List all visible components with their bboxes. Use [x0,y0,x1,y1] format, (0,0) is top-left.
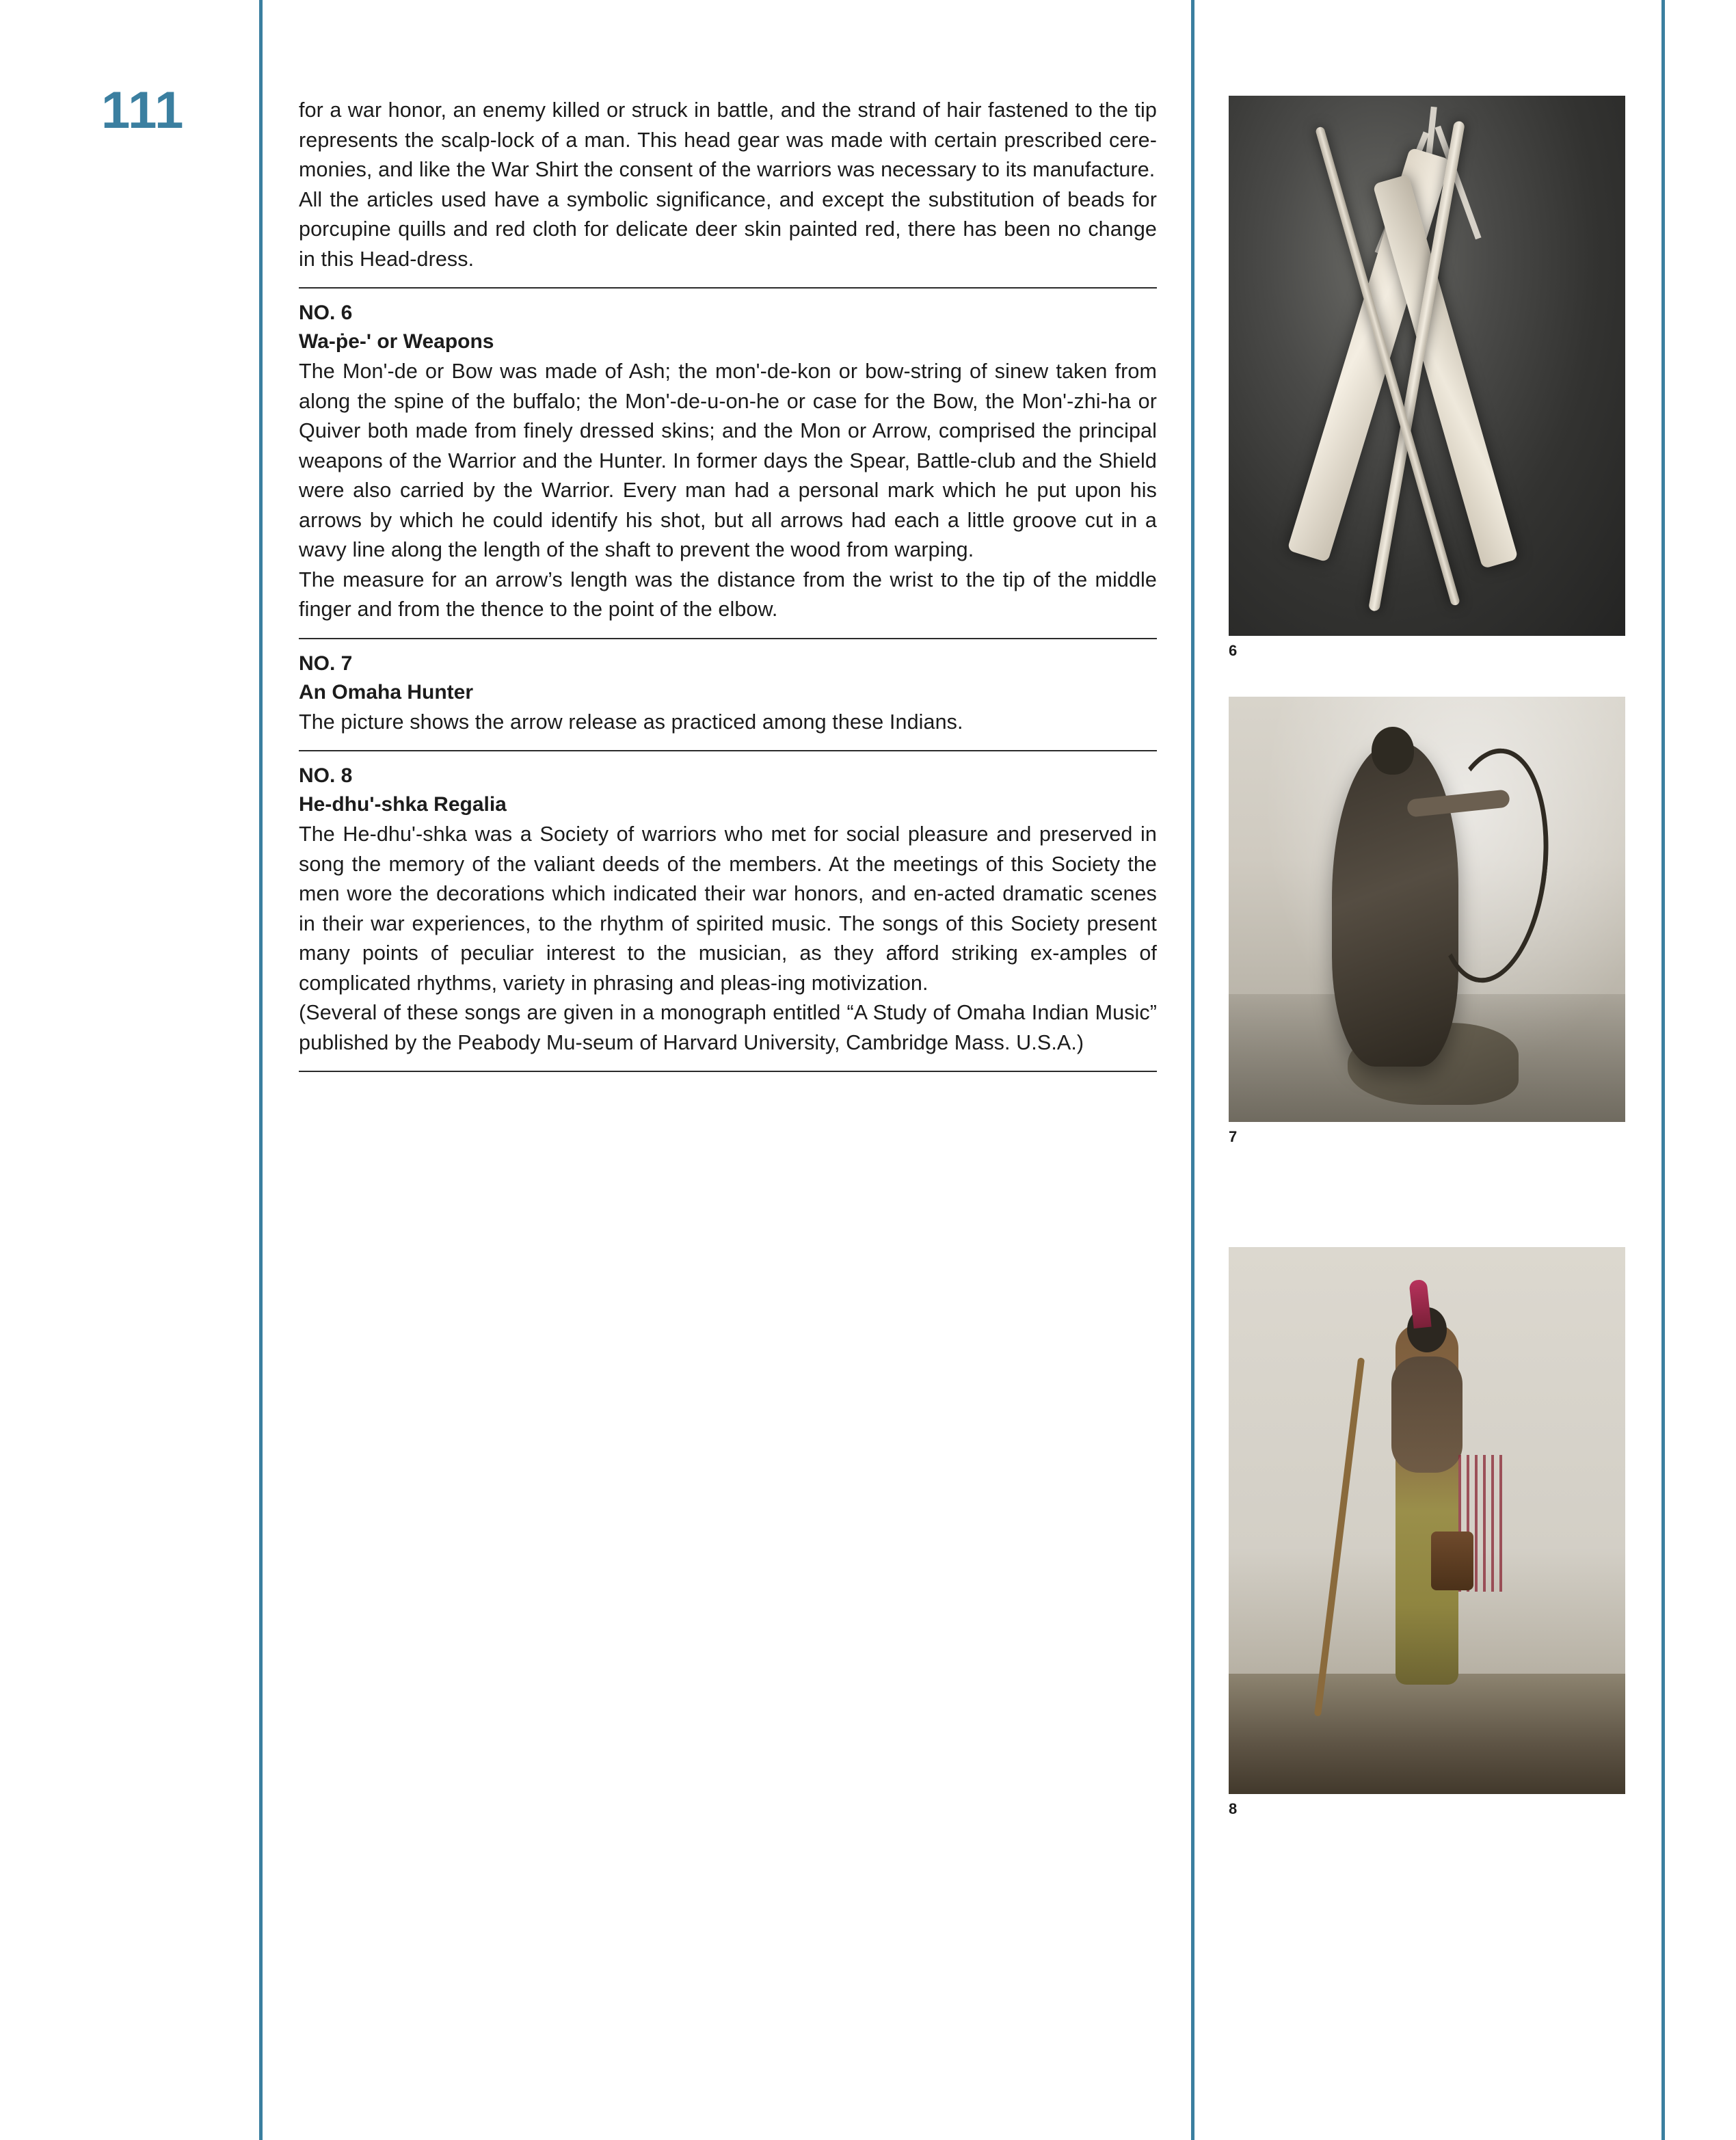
hunter-head [1372,727,1414,775]
figure-8 [1229,1247,1625,1818]
photo-weapons [1229,96,1625,636]
section-paragraph: The Monʹ-de or Bow was made of Ash; the monʹ-de-kon or bow-string of sinew taken from along the spine of the buffalo; the Monʹ-de-u-on-he or case for the Bow, the Monʹ-zhi-ha or Quiver both made from finely dressed skins; and the Mon or Arrow, comprised the principal weapons of the Warrior and the Hunter. In former days the Spear, Battle-club and the Shield were also carried by the Warrior. Every man had a personal mark which he put upon his arrows by which he could identify his shot, but all arrows had each a little groove cut in a wavy line along the length of the shaft to prevent the wood from warping. [299,360,1157,561]
right-vertical-rule [1661,0,1665,2140]
pouch-shape [1431,1532,1473,1590]
figure-column [1229,96,1625,1818]
section-paragraph: The He-dhuʹ-shka was a Society of warriors who met for social pleasure and preserved in song the memory of the valiant deeds of the members. At the meetings of this Society the men wore the decorations which indicated their war honors, and en-acted dramatic scenes in their war experiences, to the rhythm of spirited music. The songs of this Society present many points of peculiar interest to the musician, as they afford striking ex-amples of complicated rhythms, variety in phrasing and pleas-ing motivization. [299,822,1157,995]
section-divider [299,750,1157,751]
section-no-6 [299,299,1157,625]
section-number: NO. 7 [299,652,353,675]
grass-shape [1229,1674,1625,1794]
figure-7 [1229,697,1625,1146]
figure-caption: 8 [1229,1800,1238,1817]
section-paragraph: (Several of these songs are given in a monograph entitled “A Study of Omaha Indian Music” published by the Peabody Mu-seum of Harvard University, Cambridge Mass. U.S.A.) [299,1001,1157,1054]
section-divider [299,287,1157,289]
section-divider [299,638,1157,639]
dancer-torso [1391,1356,1463,1473]
section-no-7 [299,650,1157,738]
bow-shape [1313,1357,1364,1716]
section-no-8 [299,762,1157,1058]
section-title: An Omaha Hunter [299,680,474,704]
photo-hedhushka-regalia [1229,1247,1625,1794]
section-paragraph: The picture shows the arrow release as practiced among these Indians. [299,710,963,734]
section-number: NO. 8 [299,764,353,787]
intro-paragraph-2: All the articles used have a symbolic significance, and except the substitution of beads for porcupine quills and red cloth for delicate deer skin painted red, there has been no change in this Head-dress. [299,187,1157,271]
section-divider [299,1071,1157,1072]
figure-caption: 6 [1229,642,1238,659]
figure-caption: 7 [1229,1128,1238,1145]
intro-paragraph-1: for a war honor, an enemy killed or struck in battle, and the strand of hair fastened to the tip represents the scalp-lock of a man. This head gear was made with certain prescribed cere-monies, and like the War Shirt the consent of the warriors was necessary to its manufacture. [299,98,1157,181]
photo-omaha-hunter [1229,697,1625,1122]
middle-vertical-rule [1191,0,1194,2140]
text-column [299,96,1157,1083]
section-paragraph: The measure for an arrow’s length was the distance from the wrist to the tip of the middle finger and from the thence to the point of the elbow. [299,567,1157,621]
section-title: He-dhuʹ-shka Regalia [299,793,507,816]
section-title: Wa-ṗe-ʹ or Weapons [299,330,494,353]
figure-6 [1229,96,1625,660]
section-number: NO. 6 [299,302,353,324]
page-number: 111 [101,81,185,139]
left-vertical-rule [259,0,263,2140]
